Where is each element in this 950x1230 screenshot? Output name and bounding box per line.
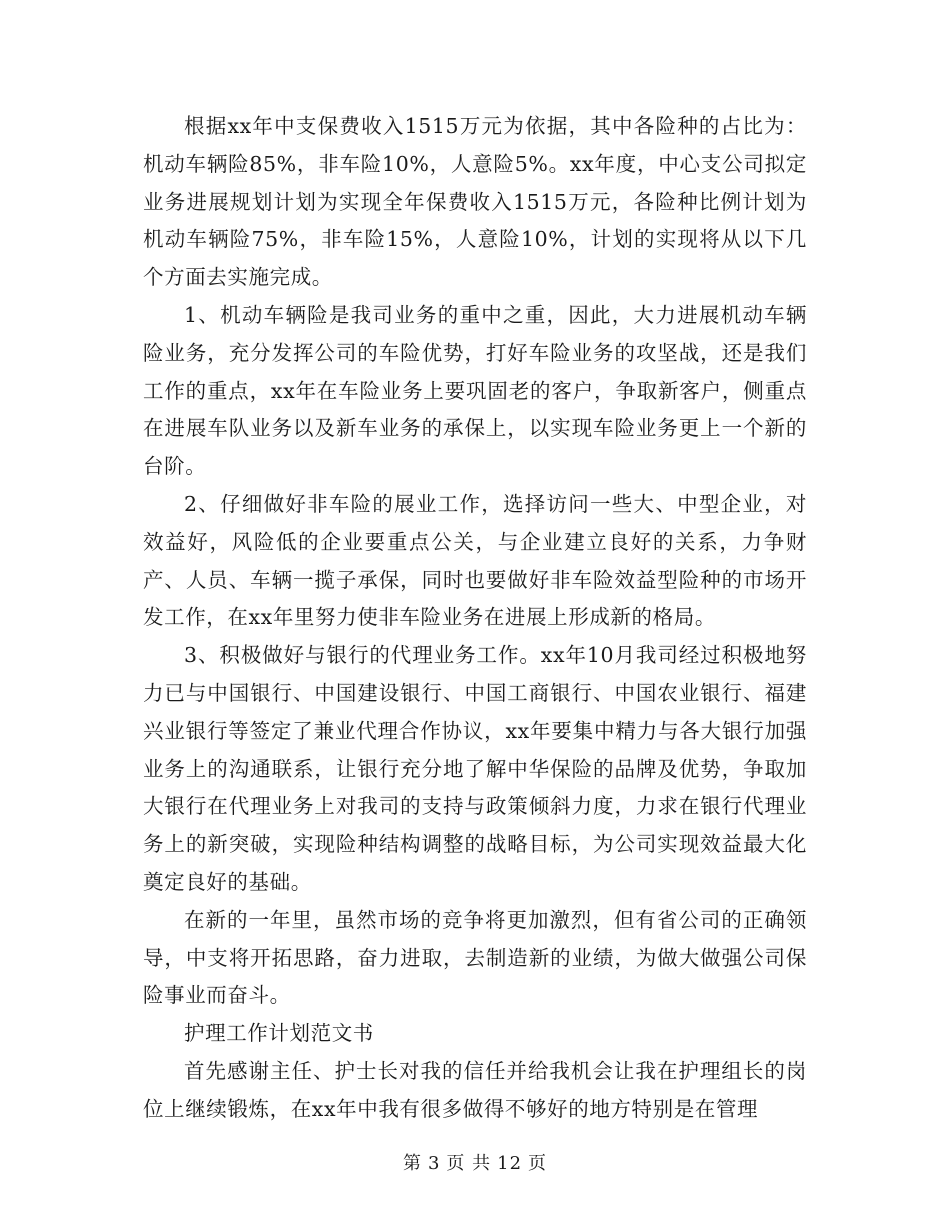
footer-prefix: 第 [402, 1153, 422, 1174]
footer-suffix: 页 [528, 1153, 548, 1174]
page-footer [0, 1149, 950, 1175]
paragraph-premium-plan: 根据xx年中支保费收入1515万元为依据，其中各险种的占比为：机动车辆险85%，非车险10%，人意险5%。xx年度，中心支公司拟定业务进展规划计划为实现全年保费收入1515万元，各险种比例计划为机动车辆险75%，非车险15%，人意险10%，计划的实现将从以下几个方面去实施完成。 [143, 114, 807, 290]
paragraph-nursing-intro: 首先感谢主任、护士长对我的信任并给我机会让我在护理组长的岗位上继续锻炼，在xx年中我有很多做得不够好的地方特别是在管理 [143, 1058, 807, 1121]
footer-total-pages: 12 [497, 1153, 523, 1174]
document-body [143, 108, 807, 1129]
footer-page-number: 3 [427, 1153, 441, 1174]
paragraph-bank-agency: 3、积极做好与银行的代理业务工作。xx年10月我司经过积极地努力已与中国银行、中国建设银行、中国工商银行、中国农业银行、福建兴业银行等签定了兼业代理合作协议，xx年要集中精力与各大银行加强业务上的沟通联系，让银行充分地了解中华保险的品牌及优势，争取加大银行在代理业务上对我司的支持与政策倾斜力度，力求在银行代理业务上的新突破，实现险种结构调整的战略目标，为公司实现效益最大化奠定良好的基础。 [143, 643, 807, 894]
footer-middle: 页 共 [446, 1153, 492, 1174]
section-heading-nursing-plan: 护理工作计划范文书 [184, 1021, 374, 1046]
paragraph-non-motor-insurance: 2、仔细做好非车险的展业工作，选择访问一些大、中型企业，对效益好，风险低的企业要重点公关，与企业建立良好的关系，力争财产、人员、车辆一揽子承保，同时也要做好非车险效益型险种的市场开发工作，在xx年里努力使非车险业务在进展上形成新的格局。 [143, 491, 807, 630]
paragraph-new-year-outlook: 在新的一年里，虽然市场的竞争将更加激烈，但有省公司的正确领导，中支将开拓思路，奋力进取，去制造新的业绩，为做大做强公司保险事业而奋斗。 [143, 907, 807, 1008]
paragraph-motor-insurance: 1、机动车辆险是我司业务的重中之重，因此，大力进展机动车辆险业务，充分发挥公司的车险优势，打好车险业务的攻坚战，还是我们工作的重点，xx年在车险业务上要巩固老的客户，争取新客户，侧重点在进展车队业务以及新车业务的承保上，以实现车险业务更上一个新的台阶。 [143, 302, 807, 479]
